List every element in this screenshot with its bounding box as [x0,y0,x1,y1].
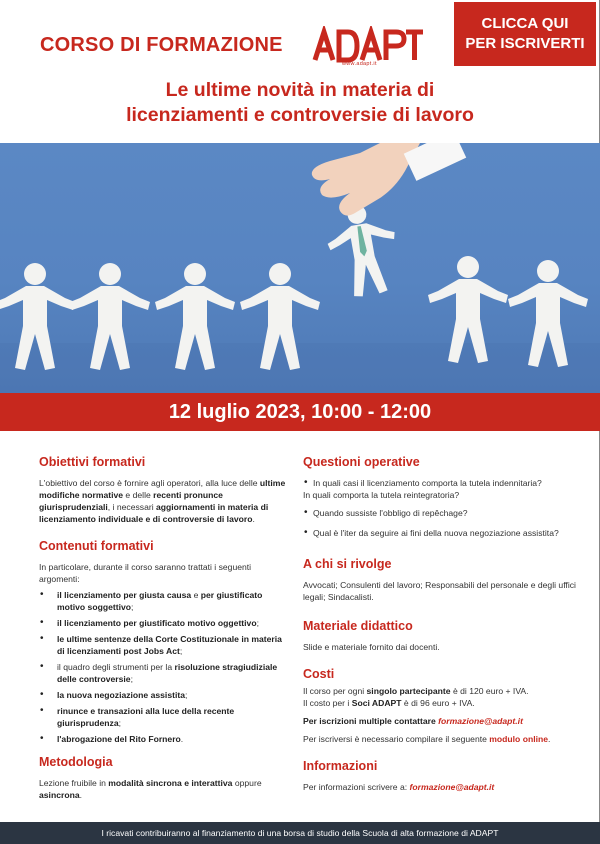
materials-title: Materiale didattico [303,619,413,633]
register-button[interactable] [454,2,596,66]
footer-banner: I ricavati contribuiranno al finanziamento di una borsa di studio della Scuola di alta formazione di ADAPT [0,822,600,844]
objectives-title: Obiettivi formativi [39,455,146,469]
costs-title: Costi [303,667,335,681]
list-item: • In quali casi il licenziamento comporta la tutela indennitaria? In quali comporta la tutela reintegratoria? [303,477,578,501]
list-item: • rinunce e transazioni alla luce della recente giurisprudenza; [39,705,289,729]
methodology-text: Lezione fruibile in modalità sincrona e interattiva oppure asincrona. [39,778,262,800]
info-title: Informazioni [303,759,378,773]
target-audience-title: A chi si rivolge [303,557,392,571]
multiple-registration: Per iscrizioni multiple contattare formazione@adapt.it [303,716,523,726]
list-item: • il licenziamento per giustificato motivo oggettivo; [39,617,289,629]
course-label: CORSO DI FORMAZIONE [40,34,283,56]
course-title [0,78,600,128]
objectives-text: L'obiettivo del corso è fornire agli operatori, alla luce delle ultime modifiche normative e delle recenti pronunce giurisprudenziali, i necessari aggiornamenti in materia di licenziamento individuale e di controversie di lavoro. [39,478,286,524]
cost-members: Il costo per i Soci ADAPT è di 96 euro + IVA. [303,698,475,708]
date-bar: 12 luglio 2023, 10:00 - 12:00 [0,393,600,431]
hand-icon [312,143,420,216]
cost-single: Il corso per ogni singolo partecipante è di 120 euro + IVA. [303,686,529,696]
lifted-person [322,199,405,300]
list-item: • Qual è l'iter da seguire ai fini della nuova negoziazione assistita? [303,527,578,539]
contents-list [39,589,289,745]
hero-image [0,143,600,393]
list-item: • Quando sussiste l'obbligo di repêchage? [303,507,578,519]
methodology-title: Metodologia [39,755,113,769]
course-title-line1: Le ultime novità in materia di [165,79,435,101]
list-item: • la nuova negoziazione assistita; [39,689,289,701]
online-form-text: Per iscriversi è necessario compilare il seguente modulo online. [303,734,551,744]
list-item: • le ultime sentenze della Corte Costituzionale in materia di licenziamenti post Jobs Act; [39,633,289,657]
paper-people-illustration [0,143,600,393]
list-item: • il quadro degli strumenti per la risoluzione stragiudiziale delle controversie; [39,661,289,685]
right-column [303,455,578,793]
left-column [39,455,289,801]
contents-title: Contenuti formativi [39,539,154,553]
target-audience-text: Avvocati; Consulenti del lavoro; Responsabili del personale e degli uffici legali; Sindacalisti. [303,580,576,602]
materials-text: Slide e materiale fornito dai docenti. [303,642,440,652]
operational-questions-title: Questioni operative [303,455,420,469]
contents-intro: In particolare, durante il corso saranno trattati i seguenti argomenti: [39,562,252,584]
course-title-line2: licenziamenti e controversie di lavoro [126,104,474,126]
list-item: • l'abrogazione del Rito Fornero. [39,733,289,745]
email-link[interactable]: formazione@adapt.it [409,782,495,792]
info-text: Per informazioni scrivere a: formazione@adapt.it [303,782,495,792]
list-item: • il licenziamento per giusta causa e per giustificato motivo soggettivo; [39,589,289,613]
adapt-logo[interactable] [312,26,424,64]
register-button-line1: CLICCA QUI [481,15,569,32]
questions-list [303,477,578,539]
register-button-line2: PER ISCRIVERTI [465,35,585,52]
logo-url: www.adapt.it [342,61,377,67]
online-form-link[interactable]: modulo online [489,734,548,744]
email-link[interactable]: formazione@adapt.it [438,716,523,726]
